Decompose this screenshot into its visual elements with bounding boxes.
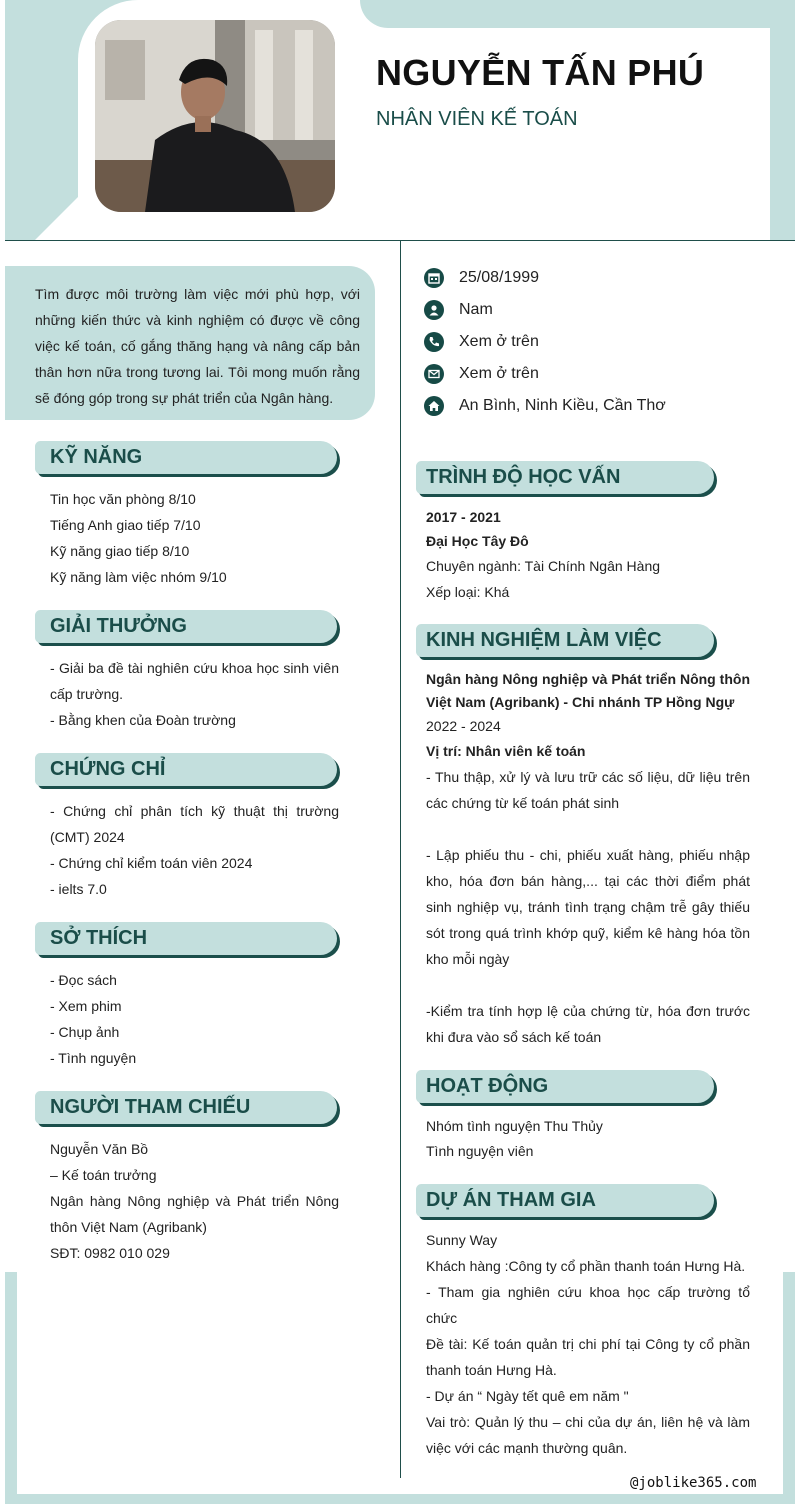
list-item: - Chứng chỉ kiểm toán viên 2024: [50, 855, 253, 871]
reference-position: – Kế toán trưởng: [50, 1167, 157, 1183]
profile-photo: [95, 20, 335, 212]
reference-company: Ngân hàng Nông nghiệp và Phát triển Nông thôn Việt Nam (Agribank): [50, 1193, 339, 1235]
experience-block: [426, 668, 750, 1050]
section-activities-heading: HOẠT ĐỘNG: [416, 1070, 714, 1103]
list-item: - Tình nguyện: [50, 1050, 137, 1066]
list-item: - Chụp ảnh: [50, 1024, 120, 1040]
home-icon: [424, 396, 444, 416]
list-item: - Giải ba đề tài nghiên cứu khoa học sinh viên cấp trường.: [50, 660, 339, 702]
header-band-right: [770, 0, 795, 240]
candidate-name: NGUYỄN TẤN PHÚ: [376, 52, 705, 93]
list-item: - Đọc sách: [50, 972, 117, 988]
awards-list: [50, 655, 339, 733]
header-band-top: [360, 0, 795, 28]
list-item: Tiếng Anh giao tiếp 7/10: [50, 517, 201, 533]
reference-name: Nguyễn Văn Bồ: [50, 1141, 149, 1157]
column-divider: [400, 240, 401, 1478]
list-item: - Xem phim: [50, 998, 122, 1014]
experience-period: 2022 - 2024: [426, 718, 501, 734]
education-school: Đại Học Tây Đô: [426, 533, 529, 549]
certificates-list: [50, 798, 339, 902]
section-projects-heading: DỰ ÁN THAM GIA: [416, 1184, 714, 1217]
experience-duty: -Kiểm tra tính hợp lệ của chứng từ, hóa đơn trước khi đưa vào sổ sách kế toán: [426, 1003, 750, 1045]
list-item: - ielts 7.0: [50, 881, 107, 897]
references-block: [50, 1136, 339, 1266]
frame-bottom: [5, 1494, 795, 1504]
career-objective: Tìm được môi trường làm việc mới phù hợp, với những kiến thức và kinh nghiệm có được về công việc kế toán, cố gắng thăng hạng và nâng cấp bản thân hơn nữa trong tương lai. Tôi mong muốn rằng sẽ đóng góp trong sự phát triển của Ngân hàng.: [5, 266, 375, 420]
frame-left: [5, 1272, 17, 1504]
project-line: Vai trò: Quản lý thu – chi của dự án, liên hệ và làm việc với các mạnh thường quân.: [426, 1414, 750, 1456]
frame-right: [783, 1272, 795, 1504]
list-item: - Chứng chỉ phân tích kỹ thuật thị trường (CMT) 2024: [50, 803, 339, 845]
reference-phone: SĐT: 0982 010 029: [50, 1245, 170, 1261]
experience-duty: - Thu thập, xử lý và lưu trữ các số liệu, dữ liệu trên các chứng từ kế toán phát sinh: [426, 769, 750, 811]
watermark: @joblike365.com: [630, 1475, 757, 1491]
education-major: Chuyên ngành: Tài Chính Ngân Hàng: [426, 558, 661, 574]
project-line: - Dự án “ Ngày tết quê em năm ": [426, 1388, 629, 1404]
section-skills-heading: KỸ NĂNG: [35, 441, 337, 474]
candidate-role: NHÂN VIÊN KẾ TOÁN: [376, 108, 578, 130]
activity-org: Nhóm tình nguyện Thu Thủy: [426, 1118, 603, 1134]
list-item: Tin học văn phòng 8/10: [50, 491, 196, 507]
user-icon: [424, 300, 444, 320]
phone-icon: [424, 332, 444, 352]
list-item: Kỹ năng giao tiếp 8/10: [50, 543, 190, 559]
list-item: Kỹ năng làm việc nhóm 9/10: [50, 569, 227, 585]
activities-block: [426, 1114, 603, 1164]
section-education-heading: TRÌNH ĐỘ HỌC VẤN: [416, 461, 714, 494]
section-certificates-heading: CHỨNG CHỈ: [35, 753, 337, 786]
project-line: Đề tài: Kế toán quản trị chi phí tại Công ty cổ phần thanh toán Hưng Hà.: [426, 1336, 750, 1378]
education-block: [426, 505, 660, 605]
hobbies-list: [50, 967, 136, 1071]
project-line: Sunny Way: [426, 1232, 498, 1248]
section-hobbies-heading: SỞ THÍCH: [35, 922, 337, 955]
project-line: - Tham gia nghiên cứu khoa học cấp trường tổ chức: [426, 1284, 750, 1326]
education-grade: Xếp loại: Khá: [426, 584, 510, 600]
section-experience-heading: KINH NGHIỆM LÀM VIỆC: [416, 624, 714, 657]
activity-role: Tình nguyện viên: [426, 1143, 534, 1159]
list-item: - Bằng khen của Đoàn trường: [50, 712, 236, 728]
section-awards-heading: GIẢI THƯỞNG: [35, 610, 337, 643]
mail-icon: [424, 364, 444, 384]
calendar-icon: [424, 268, 444, 288]
project-line: Khách hàng :Công ty cổ phần thanh toán Hưng Hà.: [426, 1258, 746, 1274]
experience-duty: - Lập phiếu thu - chi, phiếu xuất hàng, phiếu nhập kho, hóa đơn bán hàng,... tại các thời điểm phát sinh nghiệp vụ, tránh tình trạng chậm trễ gây thiếu sót trong quá trình khớp quỹ, kiểm kê hàng hóa tồn kho mỗi ngày: [426, 847, 750, 967]
experience-position: Vị trí: Nhân viên kế toán: [426, 743, 586, 759]
education-years: 2017 - 2021: [426, 509, 501, 525]
projects-block: [426, 1227, 750, 1461]
section-references-heading: NGƯỜI THAM CHIẾU: [35, 1091, 337, 1124]
skills-list: [50, 486, 227, 590]
experience-company: Ngân hàng Nông nghiệp và Phát triển Nông thôn Việt Nam (Agribank) - Chi nhánh TP Hồng Ngự: [426, 671, 750, 710]
